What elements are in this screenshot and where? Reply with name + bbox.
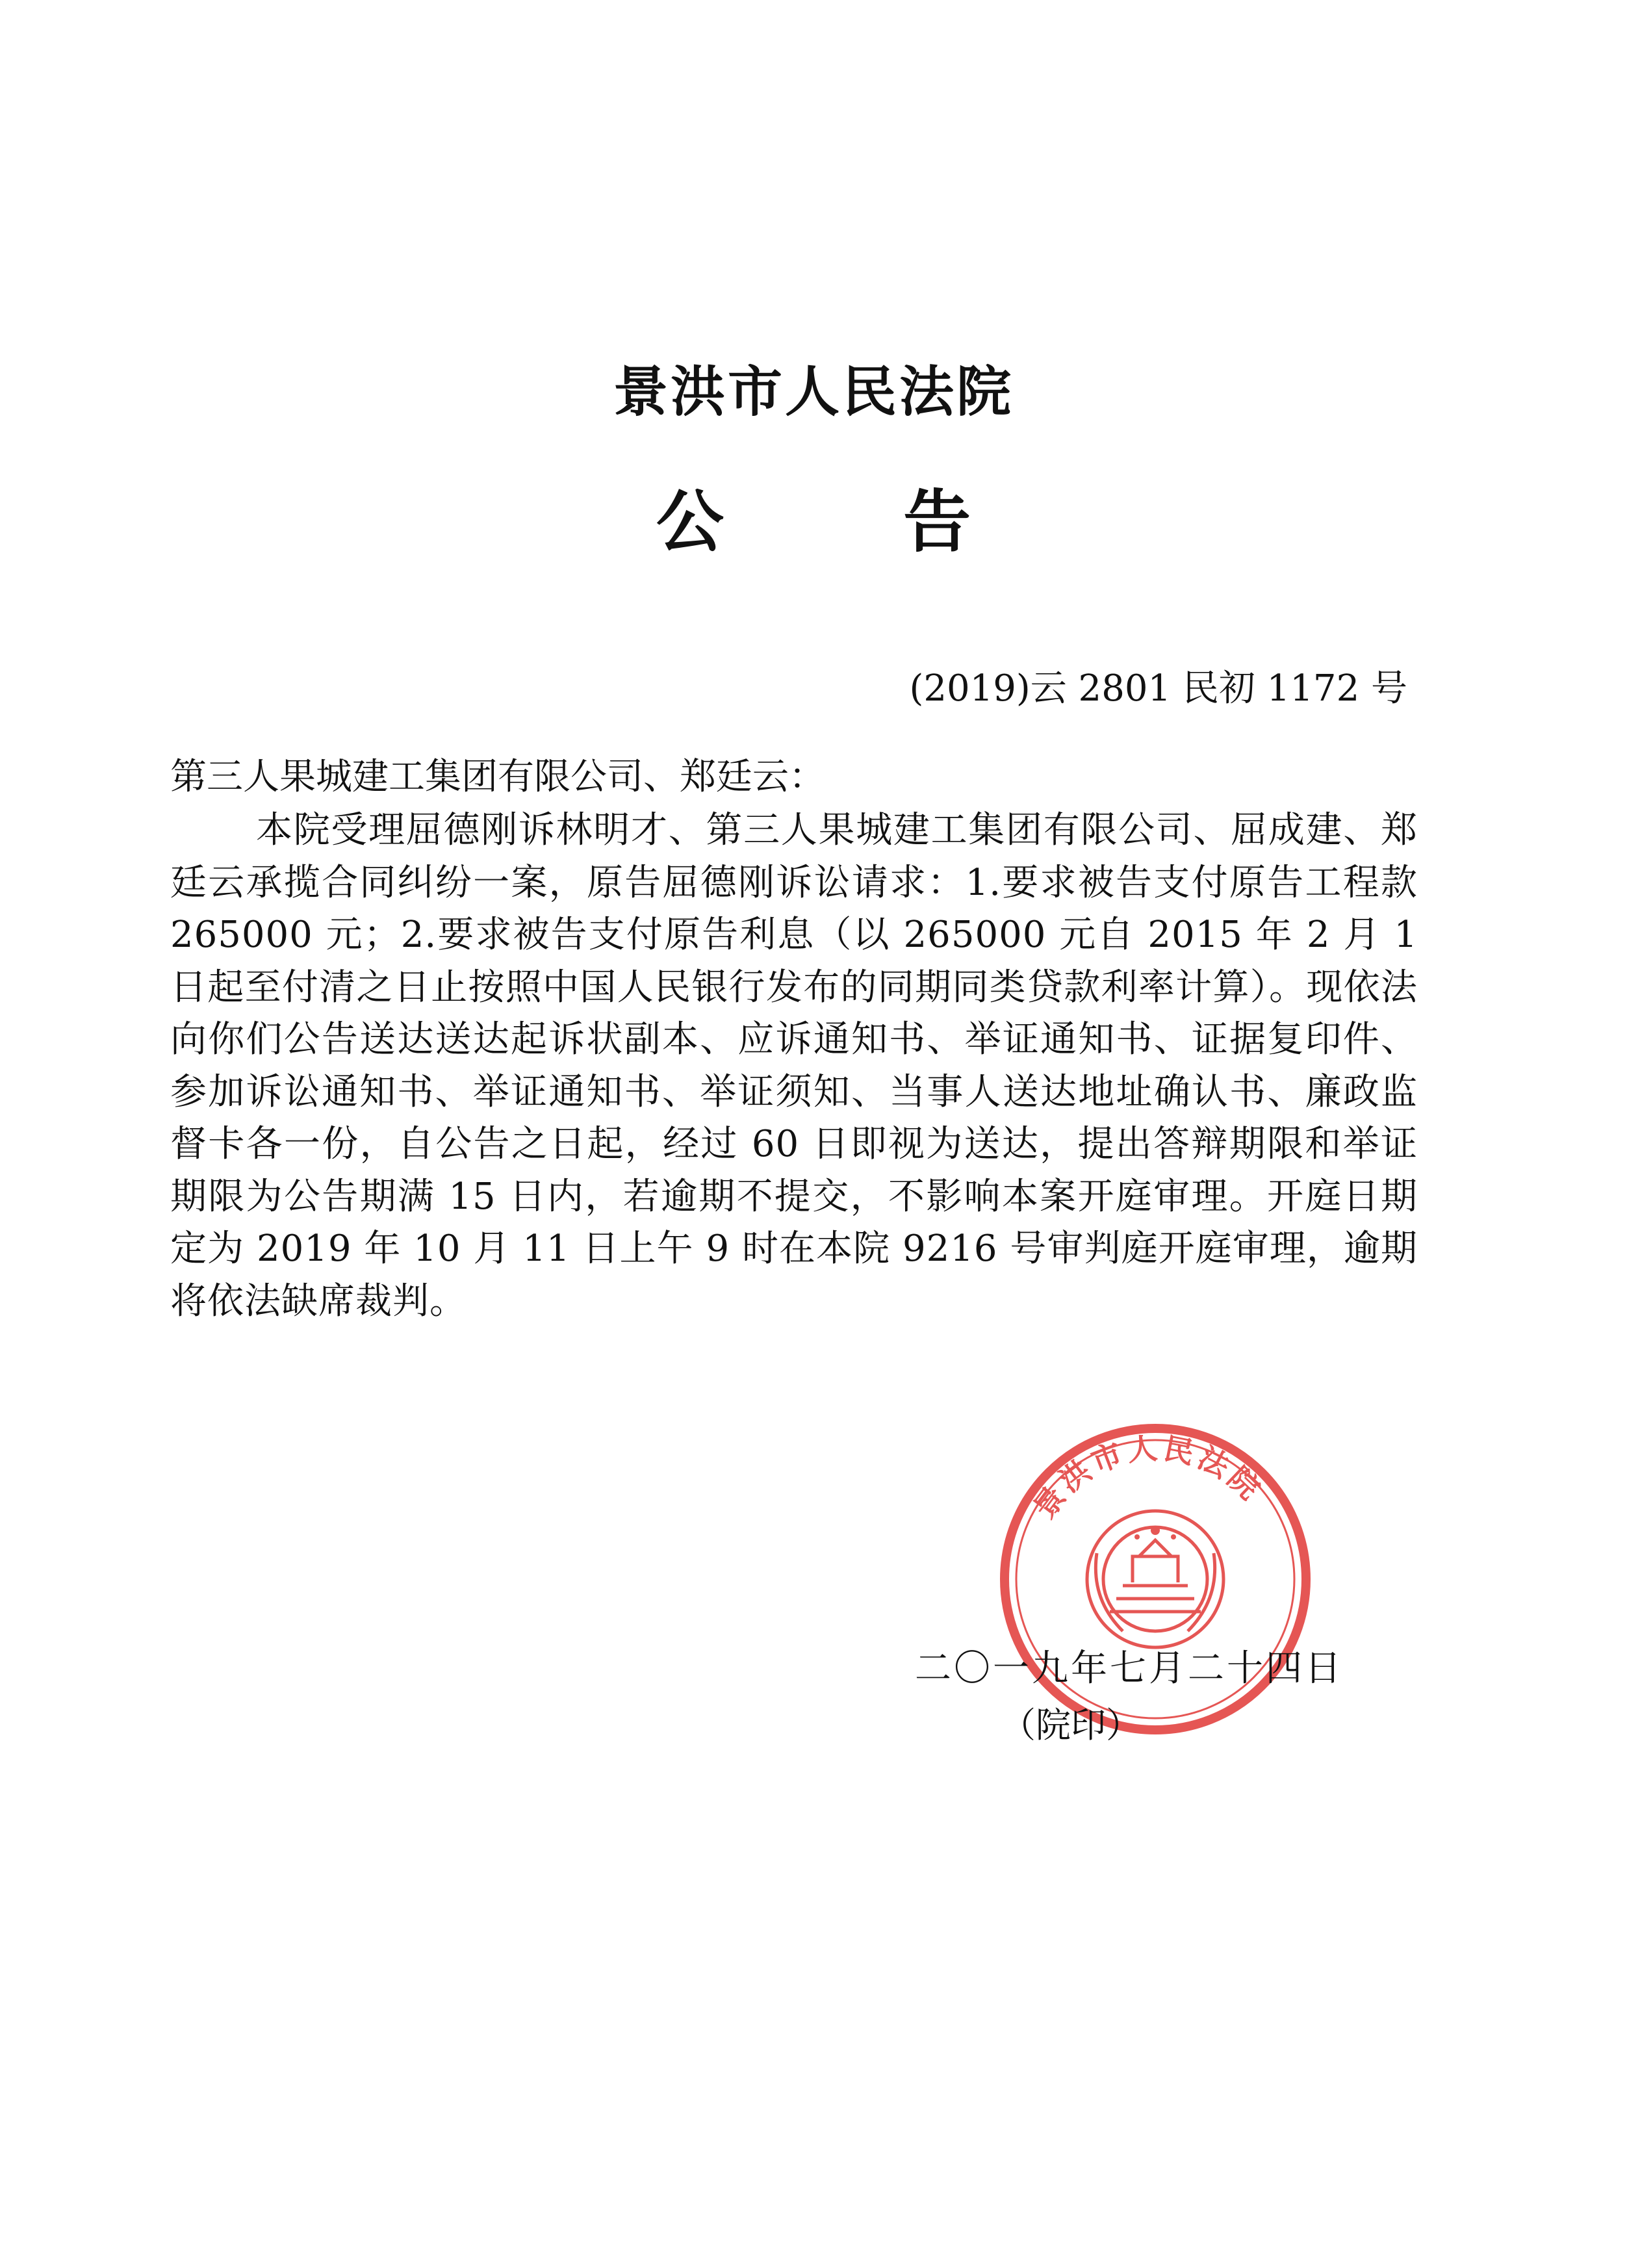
seal-note: （院印） — [1001, 1705, 1141, 1746]
issue-date: 二〇一九年七月二十四日 — [915, 1647, 1344, 1690]
notice-body-paragraph: 本院受理屈德刚诉林明才、第三人果城建工集团有限公司、屈成建、郑廷云承揽合同纠纷一案，原告屈德刚诉讼请求：1.要求被告支付原告工程款 265000 元；2.要求被告支付原告利息（以 265000 元自 2015 年 2 月 1 日起至付清之日止按照中国人民银行发布的同期同类贷款利率计算）。现依法向你们公告送达送达起诉状副本、应诉通知书、举证通知书、证据复印件、参加诉讼通知书、举证通知书、举证须知、当事人送达地址确认书、廉政监督卡各一份，自公告之日起，经过 60 日即视为送达，提出答辩期限和举证期限为公告期满 15 日内，若逾期不提交，不影响本案开庭审理。开庭日期定为 2019 年 10 月 11 日上午 9 时在本院 9216 号审判庭开庭审理，逾期将依法缺席裁判。 — [170, 809, 1418, 1322]
seal-emblem — [1087, 1511, 1223, 1647]
seal-ring-text: 景洪市人民法院 — [1026, 1430, 1270, 1525]
document-type-title: 公 告 — [656, 482, 1023, 561]
seal-star-marks — [1134, 1526, 1176, 1540]
addressee-line: 第三人果城建工集团有限公司、郑廷云： — [170, 756, 825, 798]
case-number: (2019)云 2801 民初 1172 号 — [909, 667, 1407, 710]
court-name-heading: 景洪市人民法院 — [613, 360, 1014, 424]
